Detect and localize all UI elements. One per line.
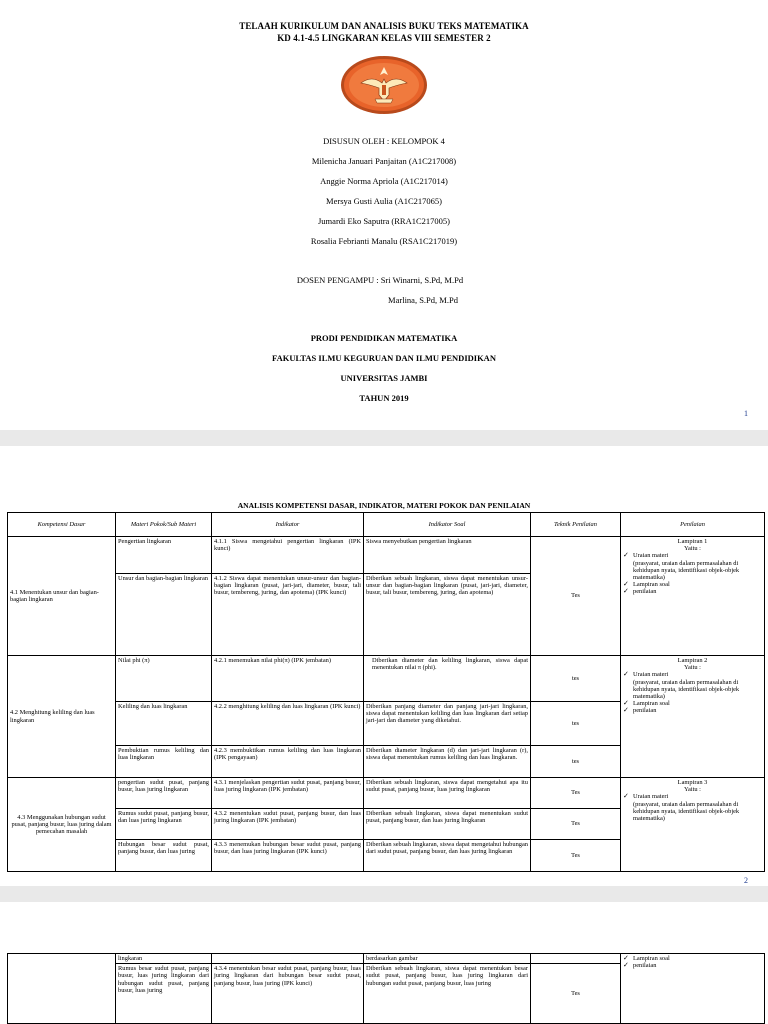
table-header-row <box>8 513 765 537</box>
soal-cell: Diberikan panjang diameter dan panjang jari-jari lingkaran, siswa dapat menentukan keliling dan luas lingkaran dari setiap jari-jari dan diameter yang diketahui. <box>364 702 531 746</box>
tahun: TAHUN 2019 <box>359 393 409 403</box>
indikator-cell: 4.3.2 menentukan sudut pusat, panjang busur, dan luas juring lingkaran (IPK jembatan) <box>212 809 364 840</box>
table-row <box>8 656 765 702</box>
universitas: UNIVERSITAS JAMBI <box>340 373 428 383</box>
penilaian-item: ✓ penilaian <box>623 962 762 969</box>
teknik-cell: Tes <box>531 809 621 840</box>
teknik-cell <box>531 954 621 964</box>
cover-page <box>0 0 768 430</box>
yaitu-label: Yaitu : <box>684 545 701 553</box>
soal-cell: Diberikan sebuah lingkaran, siswa dapat menentukan unsur-unsur dan bagian-bagian lingkaran (pusat, jari-jari, diameter, busur, tali busur, tembereng, juring, dan apotema) <box>364 574 531 656</box>
member-1: Milenicha Januari Panjaitan (A1C217008) <box>311 156 457 166</box>
penilaian-cell <box>621 537 765 656</box>
lampiran-label: Lampiran 1 <box>677 538 708 545</box>
indikator-cell: 4.2.3 membuktikan rumus keliling dan luas lingkaran (IPK pengayaan) <box>212 746 364 778</box>
uraian-detail: (prasyarat, uraian dalam permasalahan di kehidupan nyata, identifikasi objek-objek matematika) <box>633 559 740 582</box>
soal-cell: Siswa menyebutkan pengertian lingkaran <box>364 537 531 574</box>
member-4: Jumardi Eko Saputra (RRA1C217005) <box>318 216 450 226</box>
uraian-item: ✓ Uraian materi <box>623 552 762 559</box>
header-materi: Materi Pokok/Sub Materi <box>116 513 212 537</box>
kd-4-2: 4.2 Menghitung keliling dan luas lingkaran <box>8 656 116 778</box>
uraian-detail: (prasyarat, uraian dalam permasalahan di kehidupan nyata, identifikasi objek-objek matematika) <box>633 678 740 701</box>
materi-cell: Unsur dan bagian-bagian lingkaran <box>116 574 212 656</box>
soal-cell: Diberikan sebuah lingkaran, siswa dapat menentukan besar sudut pusat, panjang busur, luas juring lingkaran dari hubungan sudut pusat, panjang busur, luas juring <box>364 964 531 1024</box>
dosen-pengampu-2: Marlina, S.Pd, M.Pd <box>388 295 458 305</box>
header-kd: Kompetensi Dasar <box>8 513 116 537</box>
member-5: Rosalia Febrianti Manalu (RSA1C217019) <box>310 236 458 246</box>
indikator-cell: 4.3.3 menemukan hubungan besar sudut pusat, panjang busur, dan luas juring lingkaran (IPK kunci) <box>212 840 364 872</box>
teknik-cell: tes <box>531 656 621 702</box>
dosen-pengampu: DOSEN PENGAMPU : Sri Winarni, S.Pd, M.Pd <box>296 275 464 285</box>
cover-title-line2: KD 4.1-4.5 LINGKARAN KELAS VIII SEMESTER 2 <box>277 33 491 43</box>
kd-continued <box>8 954 116 1024</box>
university-logo-icon <box>339 55 429 115</box>
header-penilaian: Penilaian <box>621 513 765 537</box>
member-2: Anggie Norma Apriola (A1C217014) <box>320 176 448 186</box>
teknik-cell: Tes <box>531 778 621 809</box>
page-number: 2 <box>744 876 748 885</box>
analysis-table <box>7 512 765 872</box>
soal-cell: Diberikan sebuah lingkaran, siswa dapat mengetahui apa itu sudut pusat, panjang busur, luas juring lingkaran <box>364 778 531 809</box>
teknik-cell: Tes <box>531 537 621 656</box>
indikator-cell: 4.3.1 menjelaskan pengertian sudut pusat, panjang busur, luas juring lingkaran (IPK jembatan) <box>212 778 364 809</box>
kd-4-1: 4.1 Menentukan unsur dan bagian-bagian lingkaran <box>8 537 116 656</box>
uraian-item: ✓ Uraian materi <box>623 793 762 800</box>
teknik-cell: tes <box>531 746 621 778</box>
indikator-cell: 4.1.2 Siswa dapat menentukan unsur-unsur dan bagian-bagian lingkaran (pusat, jari-jari, diameter, busur, tali busur, tembereng, juring, dan apotema) (IPK kunci) <box>212 574 364 656</box>
header-indikator: Indikator <box>212 513 364 537</box>
indikator-cell <box>212 954 364 964</box>
penilaian-cell <box>621 954 765 1024</box>
penilaian-item: ✓ penilaian <box>623 588 762 595</box>
indikator-cell: 4.3.4 menentukan besar sudut pusat, panjang busur, luas juring lingkaran dari hubungan besar sudut pusat, panjang busur, luas juring (IPK kunci) <box>212 964 364 1024</box>
continuation-page <box>0 902 768 1024</box>
member-3: Mersya Gusti Aulia (A1C217065) <box>326 196 442 206</box>
disusun-oleh: DISUSUN OLEH : KELOMPOK 4 <box>323 136 445 146</box>
indikator-cell: 4.1.1 Siswa mengetahui pengertian lingkaran (IPK kunci) <box>212 537 364 574</box>
soal-cell: Diberikan sebuah lingkaran, siswa dapat menentukan sudut pusat, panjang busur, dan luas juring lingkaran <box>364 809 531 840</box>
lampiran-soal-item: ✓ Lampiran soal <box>623 955 762 962</box>
teknik-cell: Tes <box>531 964 621 1024</box>
materi-cell: Nilai phi (π) <box>116 656 212 702</box>
page-number: 1 <box>744 409 748 418</box>
materi-cell: Rumus besar sudut pusat, panjang busur, luas juring lingkaran dari hubungan sudut pusat, panjang busur, luas juring <box>116 964 212 1024</box>
penilaian-cell <box>621 656 765 778</box>
indikator-cell: 4.2.2 menghitung keliling dan luas lingkaran (IPK kunci) <box>212 702 364 746</box>
materi-cell: Rumus sudut pusat, panjang busur, dan luas juring lingkaran <box>116 809 212 840</box>
lampiran-soal-item: ✓ Lampiran soal <box>623 700 762 707</box>
soal-cell: Diberikan diameter lingkaran (d) dan jari-jari lingkaran (r), siswa dapat menentukan rumus keliling dan luas lingkaran. <box>364 746 531 778</box>
soal-cell: Diberikan diameter dan keliling lingkaran, siswa dapat menentukan nilai π (phi). <box>364 656 531 702</box>
materi-cell: pengertian sudut pusat, panjang busur, luas juring lingkaran <box>116 778 212 809</box>
penilaian-item: ✓ penilaian <box>623 707 762 714</box>
continuation-table <box>7 953 765 1024</box>
cover-title <box>0 20 768 44</box>
table-row <box>8 537 765 574</box>
teknik-cell: Tes <box>531 840 621 872</box>
lampiran-soal-item: ✓ Lampiran soal <box>623 581 762 588</box>
kd-4-3: 4.3 Menggunakan hubungan sudut pusat, panjang busur, luas juring dalam pemecahan masalah <box>8 778 116 872</box>
table-row <box>8 954 765 964</box>
table-row <box>8 778 765 809</box>
penilaian-cell <box>621 778 765 872</box>
header-indikator-soal: Indikator Soal <box>364 513 531 537</box>
materi-cell: Pengertian lingkaran <box>116 537 212 574</box>
soal-cell: Diberikan sebuah lingkaran, siswa dapat mengetahui hubungan dari sudut pusat, panjang busur, dan luas juring lingkaran <box>364 840 531 872</box>
yaitu-label: Yaitu : <box>684 786 701 794</box>
teknik-cell: tes <box>531 702 621 746</box>
uraian-item: ✓ Uraian materi <box>623 671 762 678</box>
materi-cell: Pembuktian rumus keliling dan luas lingkaran <box>116 746 212 778</box>
analysis-page <box>0 446 768 886</box>
header-teknik: Teknik Penilaian <box>531 513 621 537</box>
indikator-cell: 4.2.1 menemukan nilai phi(π) (IPK jembatan) <box>212 656 364 702</box>
materi-cell: Keliling dan luas lingkaran <box>116 702 212 746</box>
fakultas: FAKULTAS ILMU KEGURUAN DAN ILMU PENDIDIKAN <box>272 353 496 363</box>
prodi: PRODI PENDIDIKAN MATEMATIKA <box>310 333 458 343</box>
yaitu-label: Yaitu : <box>684 664 701 672</box>
cover-title-line1: TELAAH KURIKULUM DAN ANALISIS BUKU TEKS MATEMATIKA <box>239 21 529 31</box>
analysis-title: ANALISIS KOMPETENSI DASAR, INDIKATOR, MATERI POKOK DAN PENILAIAN <box>237 501 531 510</box>
lampiran-label: Lampiran 3 <box>677 779 708 786</box>
materi-cell: lingkaran <box>116 954 212 964</box>
uraian-detail: (prasyarat, uraian dalam permasalahan di kehidupan nyata, identifikasi objek-objek matematika) <box>633 800 740 823</box>
lampiran-label: Lampiran 2 <box>677 657 708 664</box>
soal-cell: berdasarkan gambar <box>364 954 531 964</box>
materi-cell: Hubungan besar sudut pusat, panjang busur, dan luas juring <box>116 840 212 872</box>
